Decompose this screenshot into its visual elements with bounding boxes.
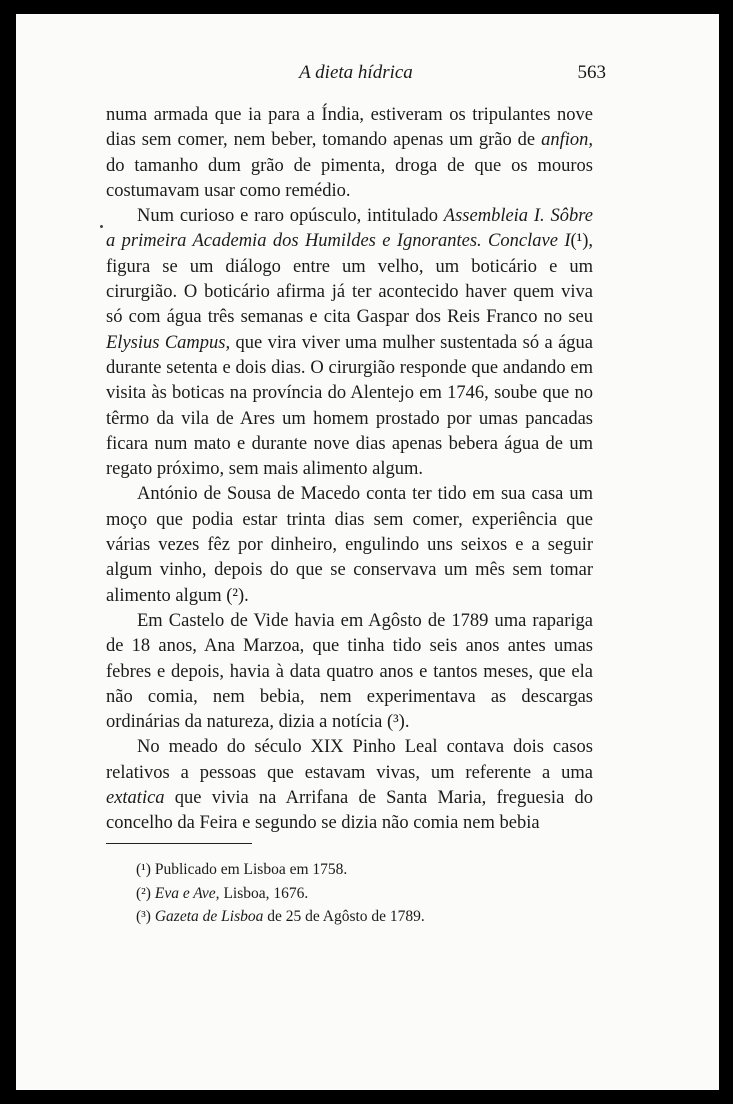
paragraph-1-text-a: numa armada que ia para a Índia, estiveram os tripulantes nove dias sem comer, nem beber, tomando apenas um grão de [106, 105, 593, 151]
footnote-2 [136, 882, 556, 906]
footnote-ref-1: (¹) [570, 231, 589, 252]
footnote-text: de 25 de Agôsto de 1789. [263, 908, 425, 925]
footnote-title: Eva e Ave, [154, 884, 220, 902]
book-page [16, 14, 719, 1090]
paragraph-4-text-b: . [404, 712, 410, 733]
paragraph-1 [106, 103, 593, 204]
footnotes [136, 858, 556, 929]
footnote-text: Publicado em Lisboa em 1758. [150, 861, 348, 878]
margin-mark [100, 225, 103, 228]
extatica-term: extatica [106, 788, 165, 809]
anfion-term: anfion, [541, 130, 593, 151]
paragraph-5-text-b: que vivia na Arrifana de Santa Maria, freguesia do concelho da Feira e segundo se dizia não comia nem bebia [106, 788, 593, 834]
paragraph-2 [106, 204, 593, 482]
footnote-mark: (¹) [136, 861, 151, 878]
footnote-ref-3: (³) [386, 712, 405, 733]
footnote-text: Lisboa, 1676. [219, 884, 309, 902]
footnote-3 [136, 905, 556, 929]
footnote-title: Gazeta de Lisboa [154, 908, 264, 925]
paragraph-1-text-b: do tamanho dum grão de pimenta, droga de que os mouros costumavam usar como remédio. [106, 155, 593, 201]
paragraph-5-text-a: No meado do século XIX Pinho Leal contava dois casos relativos a pessoas que estavam vivas, um referente a uma [106, 737, 593, 783]
page-header [106, 62, 606, 88]
body-text [106, 103, 593, 837]
footnote-rule [106, 843, 252, 844]
footnote-mark: (³) [136, 908, 151, 925]
page-number: 563 [577, 62, 606, 83]
paragraph-3-text-b: . [244, 585, 249, 606]
elysius-title: Elysius Campus, [106, 332, 231, 353]
paragraph-3-text-a: António de Sousa de Macedo conta ter tido em sua casa um moço que podia estar trinta dias sem comer, experiência que várias vezes fêz por dinheiro, engulindo uns seixos e a seguir algum vinho, depois do que se conservava um mês sem tomar alimento algum [106, 484, 593, 606]
running-title: A dieta hídrica [299, 62, 413, 83]
footnote-mark: (²) [136, 884, 151, 902]
paragraph-4 [106, 609, 593, 735]
paragraph-2-text-a: Num curioso e raro opúsculo, intitulado [137, 206, 444, 227]
paragraph-4-text-a: Em Castelo de Vide havia em Agôsto de 1789 uma rapariga de 18 anos, Ana Marzoa, que tinha tido seis anos antes umas febres e depois, havia à data quatro anos e tantos meses, que ela não comia, nem bebia, nem experimentava as descargas ordinárias da natureza, dizia a notícia [106, 610, 593, 733]
paragraph-3 [106, 482, 593, 608]
footnote-ref-2: (²) [226, 585, 245, 606]
footnote-1 [136, 858, 556, 882]
paragraph-2-text-c: que vira viver uma mulher sustentada só a água durante setenta e dois dias. O cirurgião responde que andando em visita às boticas na província do Alentejo em 1746, soube que no têrmo da vila de Ares um homem prostado por umas pancadas ficara num mato e durante nove dias apenas bebera água de um regato próximo, sem mais alimento algum. [106, 332, 593, 480]
paragraph-5 [106, 735, 593, 836]
opuscule-title: Assembleia I. Sôbre a primeira Academia dos Humildes e Ignorantes. Conclave I [106, 206, 593, 252]
paragraph-2-text-b: , figura se um diálogo entre um velho, um boticário e um cirurgião. O boticário afirma já ter acontecido haver quem viva só com água três semanas e cita Gaspar dos Reis Franco no seu [106, 231, 593, 328]
